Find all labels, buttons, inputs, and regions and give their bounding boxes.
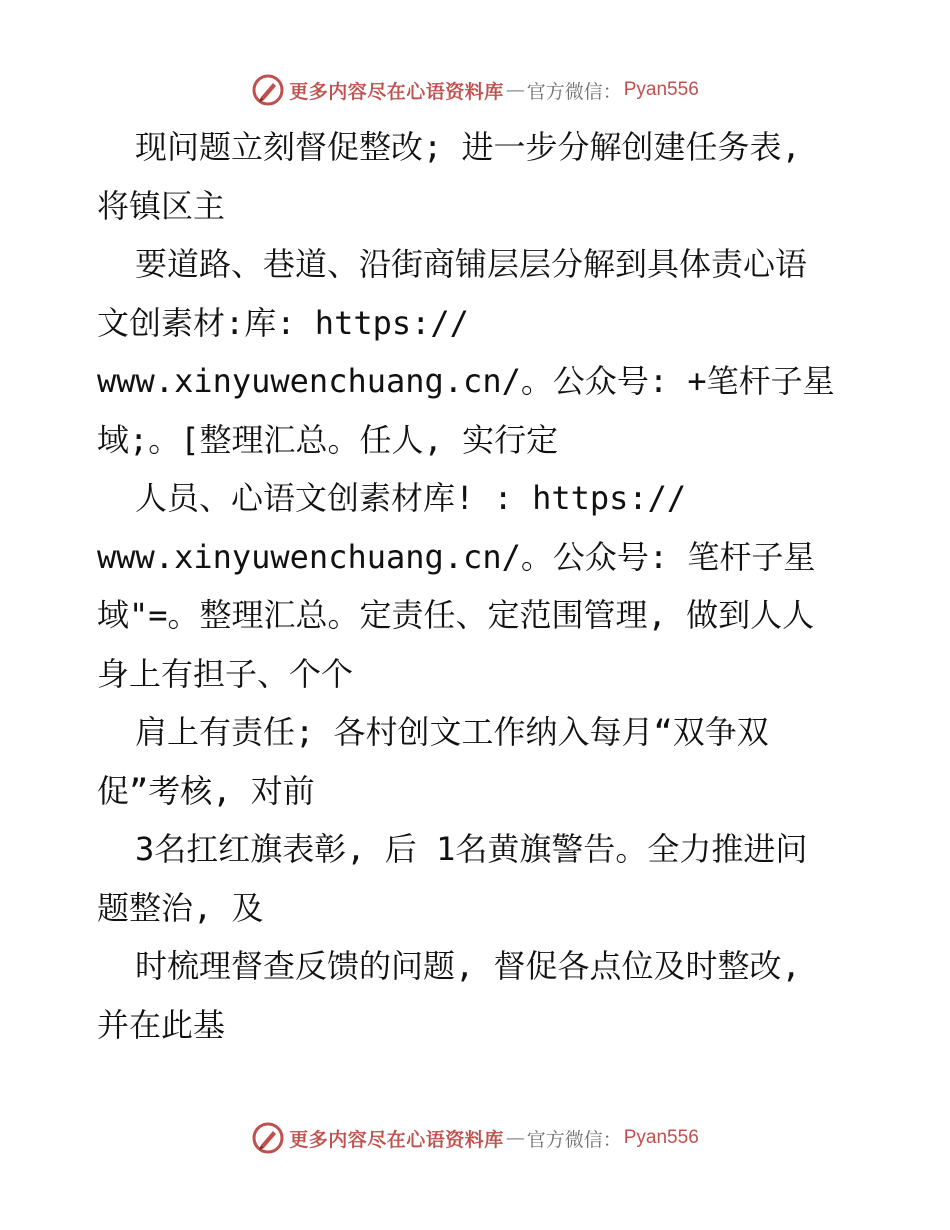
text-line: 将镇区主 bbox=[97, 186, 226, 225]
text-line: 文创素材:库: https:// bbox=[97, 303, 469, 342]
footer-brand-text: 更多内容尽在心语资料库 bbox=[289, 1128, 504, 1151]
text-line: 域"=。整理汇总。定责任、定范围管理, 做到人人 bbox=[97, 596, 815, 634]
pen-logo-icon bbox=[251, 73, 285, 107]
header-separator: — bbox=[505, 79, 525, 101]
header-wechat-label: 官方微信： bbox=[526, 80, 622, 103]
text-line: 人员、心语文创素材库! : https:// bbox=[135, 479, 687, 517]
text-line: 域;。[整理汇总。任人, 实行定 bbox=[97, 420, 559, 459]
document-body bbox=[97, 118, 857, 1054]
footer-wechat-label: 官方微信： bbox=[526, 1128, 622, 1151]
text-line: 题整治, 及 bbox=[97, 888, 264, 927]
footer-separator: — bbox=[505, 1127, 525, 1149]
text-line: 3名扛红旗表彰, 后 1名黄旗警告。全力推进问 bbox=[135, 830, 808, 868]
pen-logo-icon bbox=[251, 1121, 285, 1155]
text-line: 身上有担子、个个 bbox=[97, 654, 354, 693]
header-brand-text: 更多内容尽在心语资料库 bbox=[289, 80, 504, 103]
text-line: www.xinyuwenchuang.cn/。公众号: 笔杆子星 bbox=[97, 537, 816, 576]
text-line: 要道路、巷道、沿街商铺层层分解到具体责心语 bbox=[135, 245, 808, 283]
header-wechat-id: Pyan556 bbox=[623, 79, 699, 100]
footer-banner bbox=[0, 1118, 950, 1158]
text-line: www.xinyuwenchuang.cn/。公众号: +笔杆子星 bbox=[97, 362, 835, 400]
text-line: 现问题立刻督促整改; 进一步分解创建任务表, bbox=[135, 128, 801, 166]
text-line: 并在此基 bbox=[97, 1005, 226, 1044]
header-banner bbox=[0, 70, 950, 110]
footer-wechat-id: Pyan556 bbox=[623, 1127, 699, 1148]
text-line: 促”考核, 对前 bbox=[97, 771, 315, 810]
text-line: 肩上有责任; 各村创文工作纳入每月“双争双 bbox=[135, 713, 769, 751]
text-line: 时梳理督查反馈的问题, 督促各点位及时整改, bbox=[135, 947, 801, 985]
